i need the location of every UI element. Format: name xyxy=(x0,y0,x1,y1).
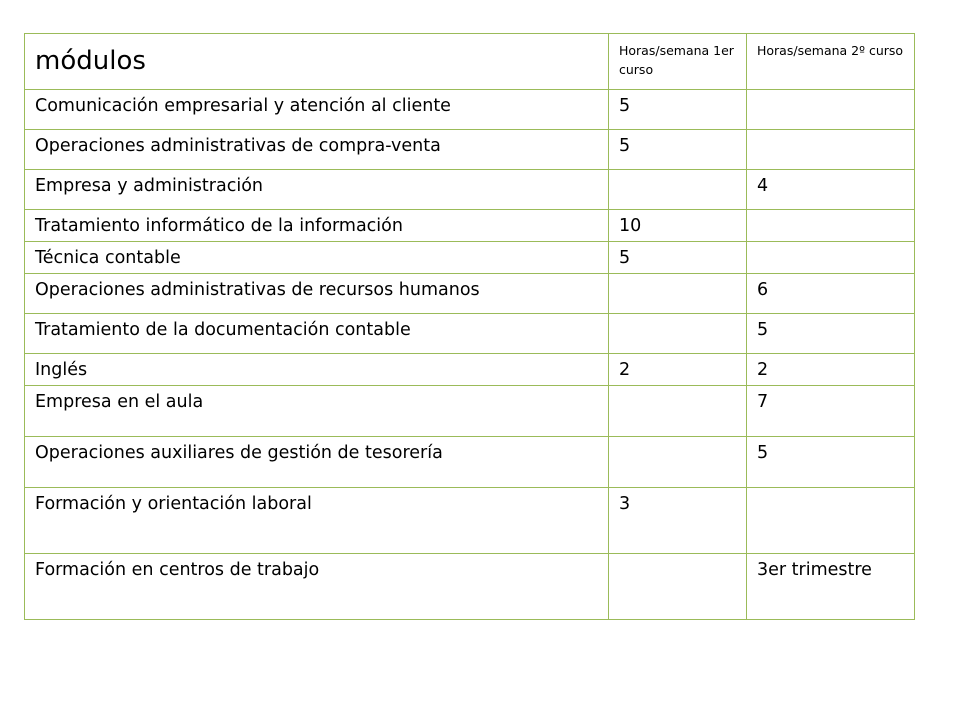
module-name-cell: Formación y orientación laboral xyxy=(25,488,609,554)
hours-second-year-cell xyxy=(747,90,915,130)
module-name-cell: Empresa y administración xyxy=(25,170,609,210)
hours-first-year-cell: 5 xyxy=(609,130,747,170)
hours-second-year-cell: 6 xyxy=(747,274,915,314)
hours-first-year-cell: 3 xyxy=(609,488,747,554)
table-row xyxy=(25,437,915,488)
hours-second-year-cell xyxy=(747,242,915,274)
hours-second-year-cell: 4 xyxy=(747,170,915,210)
hours-first-year-cell xyxy=(609,314,747,354)
module-name-cell: Tratamiento de la documentación contable xyxy=(25,314,609,354)
table-row xyxy=(25,354,915,386)
table-row xyxy=(25,90,915,130)
table-row xyxy=(25,314,915,354)
hours-first-year-cell xyxy=(609,274,747,314)
table-header-row xyxy=(25,34,915,90)
hours-first-year-cell xyxy=(609,437,747,488)
hours-second-year-cell: 5 xyxy=(747,437,915,488)
hours-second-year-cell xyxy=(747,210,915,242)
table-row xyxy=(25,130,915,170)
module-name-cell: Inglés xyxy=(25,354,609,386)
module-name-cell: Comunicación empresarial y atención al cliente xyxy=(25,90,609,130)
table-row xyxy=(25,274,915,314)
hours-first-year-cell xyxy=(609,170,747,210)
table-row xyxy=(25,488,915,554)
header-hours-first-year: Horas/semana 1er curso xyxy=(609,34,747,90)
hours-first-year-cell: 5 xyxy=(609,90,747,130)
header-hours-second-year: Horas/semana 2º curso xyxy=(747,34,915,90)
hours-first-year-cell: 2 xyxy=(609,354,747,386)
module-name-cell: Tratamiento informático de la información xyxy=(25,210,609,242)
module-name-cell: Operaciones administrativas de compra-venta xyxy=(25,130,609,170)
table-row xyxy=(25,242,915,274)
modules-hours-table xyxy=(24,33,915,620)
hours-second-year-cell xyxy=(747,130,915,170)
hours-first-year-cell xyxy=(609,386,747,437)
hours-first-year-cell: 10 xyxy=(609,210,747,242)
module-name-cell: Empresa en el aula xyxy=(25,386,609,437)
table-row xyxy=(25,554,915,620)
module-name-cell: Formación en centros de trabajo xyxy=(25,554,609,620)
header-modulos: módulos xyxy=(25,34,609,90)
hours-second-year-cell: 5 xyxy=(747,314,915,354)
module-name-cell: Técnica contable xyxy=(25,242,609,274)
module-name-cell: Operaciones administrativas de recursos humanos xyxy=(25,274,609,314)
hours-second-year-cell: 2 xyxy=(747,354,915,386)
table-row xyxy=(25,210,915,242)
hours-second-year-cell: 3er trimestre xyxy=(747,554,915,620)
table-row xyxy=(25,386,915,437)
table-row xyxy=(25,170,915,210)
hours-first-year-cell xyxy=(609,554,747,620)
module-name-cell: Operaciones auxiliares de gestión de tesorería xyxy=(25,437,609,488)
hours-first-year-cell: 5 xyxy=(609,242,747,274)
hours-second-year-cell xyxy=(747,488,915,554)
hours-second-year-cell: 7 xyxy=(747,386,915,437)
table-body xyxy=(25,90,915,620)
